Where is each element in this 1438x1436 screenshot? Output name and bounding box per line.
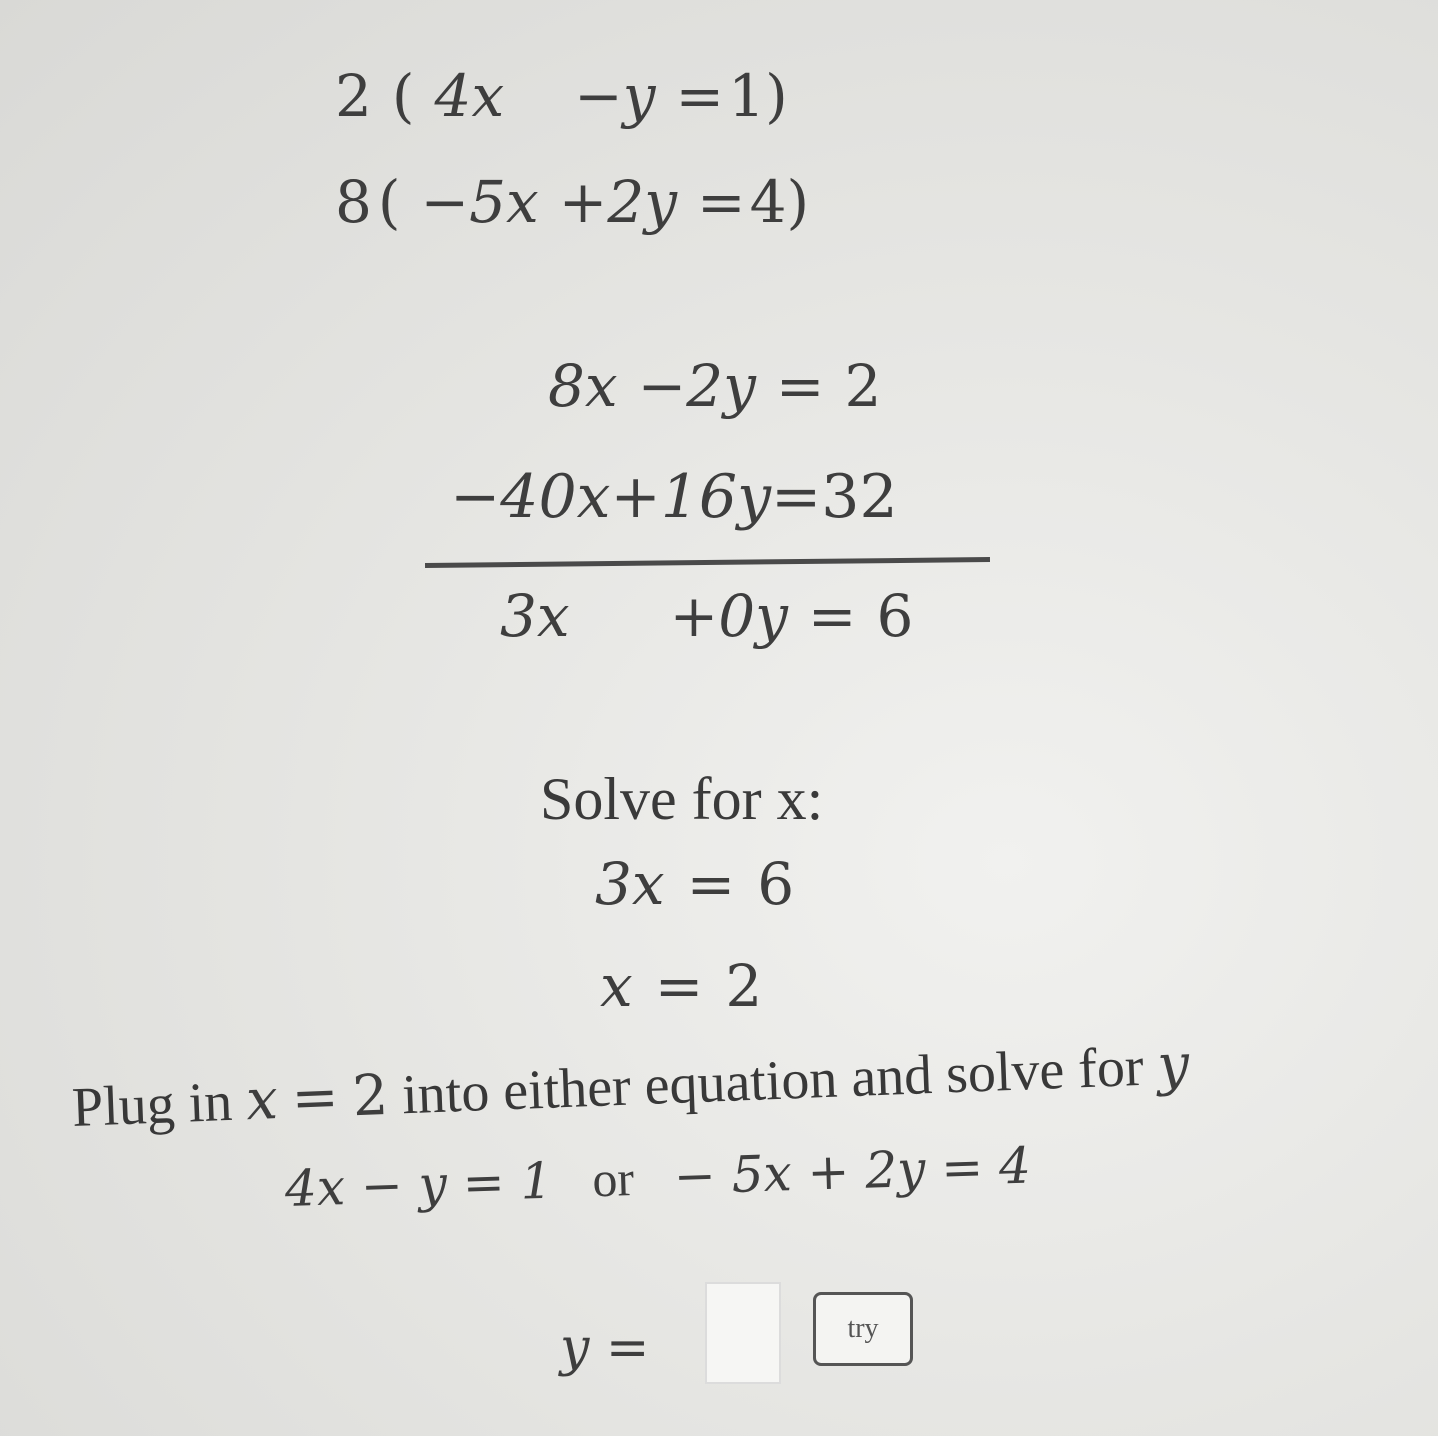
answer-label: y = (560, 1318, 650, 1378)
solve-heading: Solve for x: (540, 766, 824, 832)
system-equation-2 (335, 168, 829, 236)
close-paren: ) (765, 62, 788, 130)
close-paren: ) (786, 168, 810, 236)
system-equation-1 (335, 62, 808, 130)
equals-sign: = (771, 462, 822, 532)
rhs: 2 (844, 352, 882, 420)
solve-step-2 (600, 952, 762, 1020)
rhs: 1 (728, 62, 766, 130)
rhs: 4 (749, 168, 787, 236)
open-paren: ( (391, 62, 415, 130)
plug-prefix: Plug in (70, 1070, 234, 1139)
equals-sign: = (686, 850, 736, 918)
rhs: 6 (876, 582, 914, 650)
target-var: y (1156, 1032, 1191, 1099)
plug-var: x (244, 1067, 279, 1134)
equals-sign: = (675, 62, 725, 130)
equals-sign: = (290, 1064, 340, 1132)
solve-step-1 (595, 850, 794, 918)
equals-sign: = (697, 168, 746, 236)
equation-option-2: − 5x + 2y = 4 (672, 1136, 1032, 1206)
term: −5x (420, 168, 539, 236)
equation-option-1: 4x − y = 1 (284, 1151, 554, 1218)
plug-suffix: into either equation and solve for (401, 1035, 1145, 1127)
term: 3x (500, 582, 570, 650)
answer-input[interactable] (705, 1282, 781, 1384)
term: −y (574, 62, 656, 130)
multiplier: 2 (335, 62, 372, 130)
or-text: or (591, 1150, 635, 1208)
open-paren: ( (377, 168, 401, 236)
term: +0y (669, 582, 788, 650)
rhs: 32 (821, 462, 898, 532)
equation-options (284, 1137, 1032, 1218)
equals-sign: = (654, 952, 704, 1020)
sum-equation (500, 582, 913, 650)
term: −40x (450, 462, 611, 532)
equals-sign: = (807, 582, 857, 650)
rhs: 2 (725, 952, 763, 1020)
plug-value: 2 (351, 1062, 390, 1130)
term: +2y (558, 168, 678, 236)
expanded-equation-1 (548, 352, 881, 420)
plug-in-instruction (71, 1032, 1191, 1140)
try-button[interactable]: try (813, 1292, 913, 1366)
term: 8x (548, 352, 618, 420)
lhs: 3x (595, 850, 665, 918)
rhs: 6 (757, 850, 795, 918)
term: −2y (637, 352, 756, 420)
equals-sign: = (775, 352, 825, 420)
term: +16y (610, 462, 771, 532)
term: 4x (434, 62, 505, 130)
lhs: x (600, 952, 633, 1020)
multiplier: 8 (335, 168, 372, 236)
sum-divider-line (425, 557, 990, 568)
expanded-equation-2 (450, 462, 898, 532)
